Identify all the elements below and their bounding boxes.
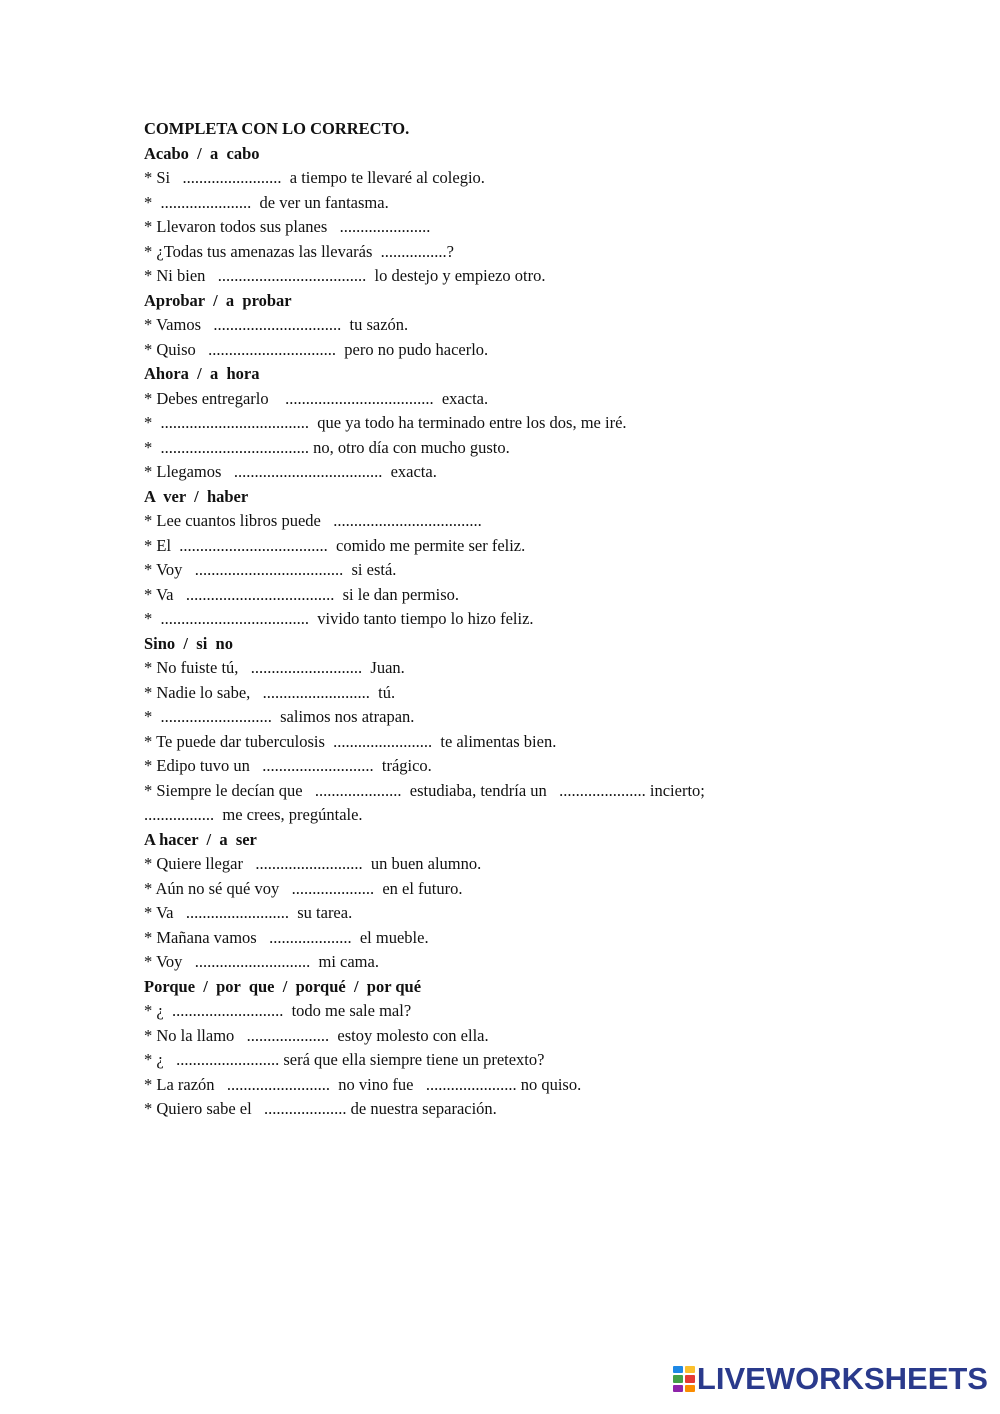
- section-heading: Acabo / a cabo: [144, 143, 260, 163]
- worksheet-title: COMPLETA CON LO CORRECTO.: [144, 119, 410, 138]
- exercise-item: * Quiso ............................... pero no pudo hacerlo.: [144, 339, 489, 359]
- liveworksheets-logo-icon: [673, 1366, 695, 1392]
- section-heading: Porque / por que / porqué / por qué: [144, 976, 422, 996]
- exercise-item: * No la llamo .................... estoy molesto con ella.: [144, 1025, 489, 1045]
- exercise-item: * ¿Todas tus amenazas las llevarás ................?: [144, 241, 454, 261]
- exercise-item: * Vamos ............................... tu sazón.: [144, 315, 409, 334]
- exercise-item: * Llevaron todos sus planes ......................: [144, 217, 431, 236]
- exercise-item: * Si ........................ a tiempo te llevaré al colegio.: [144, 168, 485, 187]
- exercise-item: * Ni bien .................................... lo destejo y empiezo otro.: [144, 266, 546, 285]
- exercise-item: * Va ......................... su tarea.: [144, 903, 353, 922]
- exercise-item: * Mañana vamos .................... el mueble.: [144, 927, 429, 947]
- logo-tile: [685, 1375, 695, 1382]
- exercise-item: ................. me crees, pregúntale.: [144, 805, 363, 824]
- exercise-item: * Quiero sabe el .................... de nuestra separación.: [144, 1099, 497, 1118]
- exercise-item: * Lee cuantos libros puede ....................................: [144, 511, 482, 530]
- section-heading: A hacer / a ser: [144, 829, 257, 849]
- section-heading: Sino / si no: [144, 633, 233, 653]
- exercise-item: * .................................... vivido tanto tiempo lo hizo feliz.: [144, 609, 534, 628]
- exercise-item: * Quiere llegar .......................... un buen alumno.: [144, 854, 482, 873]
- section-heading: Aprobar / a probar: [144, 290, 292, 310]
- exercise-item: * .................................... no, otro día con mucho gusto.: [144, 437, 510, 457]
- exercise-lines: [144, 142, 944, 1122]
- exercise-item: * Siempre le decían que ..................... estudiaba, tendría un ..................... incierto;: [144, 780, 705, 800]
- section-heading: A ver / haber: [144, 486, 249, 506]
- logo-tile: [685, 1366, 695, 1373]
- exercise-item: * No fuiste tú, ........................... Juan.: [144, 658, 405, 677]
- exercise-item: * El .................................... comido me permite ser feliz.: [144, 535, 526, 555]
- exercise-item: * Va .................................... si le dan permiso.: [144, 584, 460, 604]
- exercise-item: * .................................... que ya todo ha terminado entre los dos, me iré.: [144, 413, 627, 432]
- worksheet: [144, 117, 944, 1122]
- logo-tile: [673, 1375, 683, 1382]
- exercise-item: * Aún no sé qué voy .................... en el futuro.: [144, 878, 463, 898]
- exercise-item: * ........................... salimos nos atrapan.: [144, 707, 415, 726]
- exercise-item: * Voy .................................... si está.: [144, 560, 397, 579]
- exercise-item: * Te puede dar tuberculosis ........................ te alimentas bien.: [144, 731, 557, 751]
- exercise-item: * Nadie lo sabe, .......................... tú.: [144, 682, 396, 702]
- liveworksheets-wordmark: LIVEWORKSHEETS: [696, 1361, 988, 1396]
- exercise-item: * Edipo tuvo un ........................... trágico.: [144, 756, 432, 775]
- exercise-item: * Voy ............................ mi cama.: [144, 952, 379, 971]
- exercise-item: * ¿ ........................... todo me sale mal?: [144, 1001, 412, 1020]
- exercise-item: * Llegamos .................................... exacta.: [144, 462, 437, 481]
- liveworksheets-logo: [673, 1362, 988, 1396]
- logo-tile: [685, 1385, 695, 1392]
- section-heading: Ahora / a hora: [144, 364, 260, 383]
- exercise-item: * Debes entregarlo .................................... exacta.: [144, 388, 489, 408]
- logo-tile: [673, 1385, 683, 1392]
- exercise-item: * ¿ ......................... será que ella siempre tiene un pretexto?: [144, 1050, 545, 1069]
- logo-tile: [673, 1366, 683, 1373]
- exercise-item: * La razón ......................... no vino fue ...................... no quiso.: [144, 1074, 582, 1094]
- exercise-item: * ...................... de ver un fantasma.: [144, 192, 389, 212]
